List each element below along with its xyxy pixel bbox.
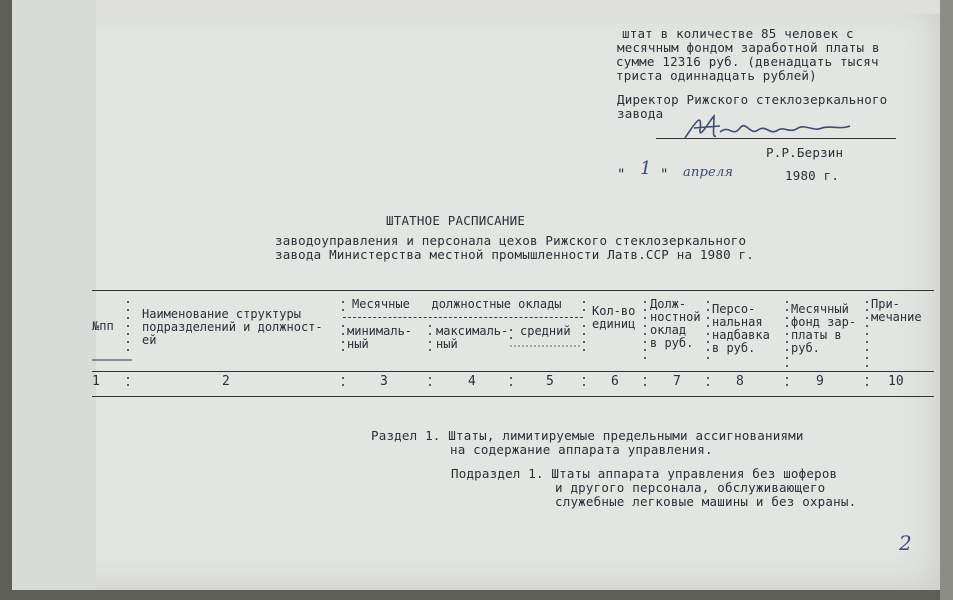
date-day: 1 (640, 158, 652, 179)
column-number: 3 (380, 374, 388, 389)
date-quote-open: " (617, 167, 626, 183)
approval-line-1: штат в количестве 85 человек с (622, 26, 854, 41)
table-bottom-rule (92, 396, 934, 397)
director-title-2: завода (617, 106, 664, 121)
column-number: 2 (222, 374, 230, 389)
column-number: 5 (546, 374, 554, 389)
approval-line-4: триста одиннадцать рублей) (616, 68, 817, 83)
header-note: При- мечание (871, 297, 922, 324)
header-avg: средний (520, 324, 571, 338)
date-year: 1980 г. (785, 168, 840, 183)
section-1-line-1: Раздел 1. Штаты, лимитируемые предельными ассигнованиями (371, 428, 804, 443)
document-subtitle-1: заводоуправления и персонала цехов Рижского стеклозеркального (275, 233, 747, 248)
subsection-1-line-1: Подраздел 1. Штаты аппарата управления без шоферов (451, 466, 838, 481)
date-quote-close: " (660, 167, 669, 183)
header-monthly-fund: Месячный фонд зар- платы в руб. (791, 302, 857, 355)
column-number: 7 (673, 374, 681, 389)
date-month: апреля (683, 165, 734, 180)
approval-line-3: сумме 12316 руб. (двенадцать тысяч (616, 54, 879, 69)
column-number: 10 (888, 374, 904, 389)
header-personal-bonus: Персо- нальная надбавка в руб. (712, 302, 770, 355)
table-header-rule (92, 371, 934, 372)
subsection-1-line-2: и другого персонала, обслуживающего (555, 480, 826, 495)
header-count: Кол-во единиц (592, 304, 636, 331)
header-min: минималь- ный (347, 324, 413, 351)
header-salary-group: Месячные должностные оклады (352, 297, 562, 311)
subsection-1-line-3: служебные легковые машины и без охраны. (555, 494, 857, 509)
column-number: 6 (611, 374, 619, 389)
header-max: максималь- ный (436, 324, 509, 351)
header-name: Наименование структуры подразделений и должност- ей (142, 307, 323, 347)
document-title: ШТАТНОЕ РАСПИСАНИЕ (386, 213, 526, 228)
approval-line-2: месячным фондом заработной платы в (617, 40, 880, 55)
header-official-salary: Долж- ностной оклад в руб. (650, 297, 701, 350)
header-number: №пп (92, 319, 114, 333)
column-number: 8 (736, 374, 744, 389)
column-number: 9 (816, 374, 824, 389)
page-number-mark: 2 (899, 531, 912, 555)
director-name: Р.Р.Берзин (766, 145, 844, 160)
column-number: 4 (468, 374, 476, 389)
separator (127, 301, 129, 386)
document-subtitle-2: завода Министерства местной промышленности Латв.ССР на 1980 г. (275, 247, 754, 262)
director-title: Директор Рижского стеклозеркального (617, 92, 888, 107)
section-1-line-2: на содержание аппарата управления. (450, 442, 713, 457)
column-number: 1 (92, 374, 100, 389)
